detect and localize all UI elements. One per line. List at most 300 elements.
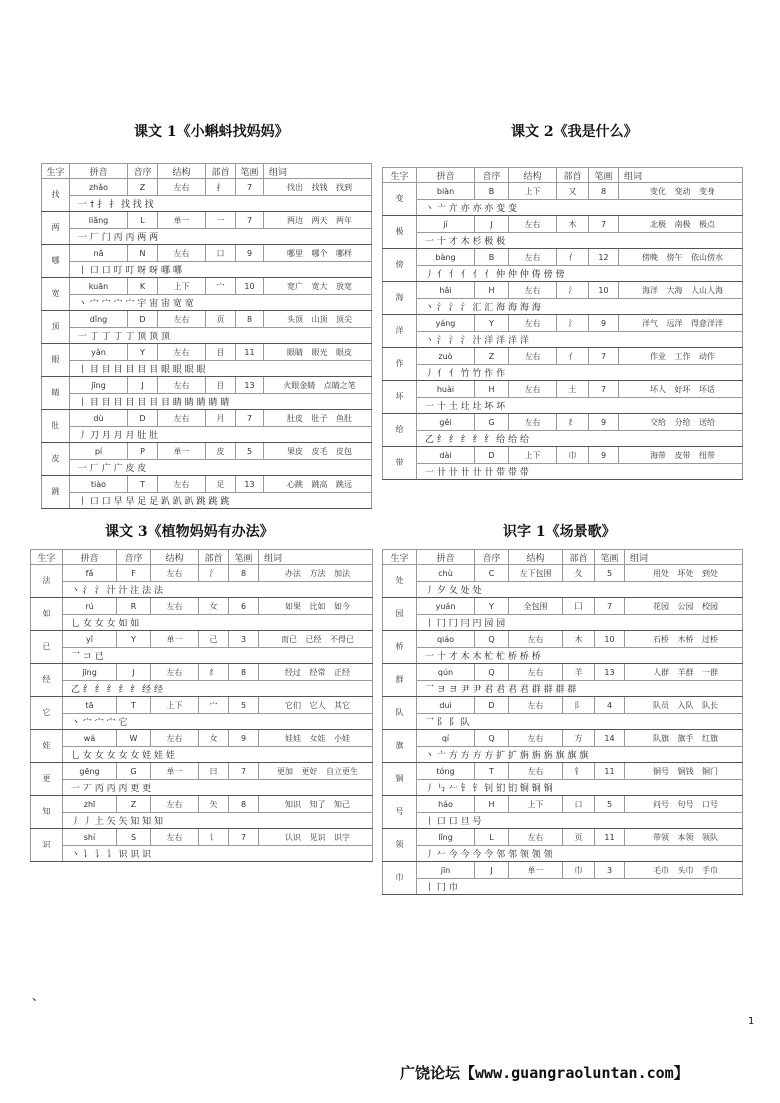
stroke-order-row — [383, 431, 743, 447]
stroke-order-cell: 丿 𠂉 今 今 今 令 邻 邻 领 领 领 — [417, 846, 743, 862]
pinyin-cell: yǎn — [70, 344, 128, 361]
character-cell: 皮 — [42, 443, 70, 476]
pinyin-cell: biàn — [417, 183, 475, 200]
structure-cell: 左右 — [509, 348, 557, 365]
words-cell: 队员 入队 队长 — [625, 697, 743, 714]
structure-cell: 上下 — [509, 183, 557, 200]
radical-cell: 亻 — [557, 348, 589, 365]
words-cell: 海洋 大海 人山人海 — [619, 282, 743, 299]
pinyin-cell: fǎ — [63, 565, 117, 582]
stroke-order-cell: 一 † 扌 扌 找 找 找 — [70, 196, 372, 212]
section-title-4: 识字 1《场景歌》 — [503, 524, 616, 540]
words-cell: 宽广 宽大 放宽 — [264, 278, 372, 295]
words-cell: 两边 两天 两年 — [264, 212, 372, 229]
stroke-count-cell: 8 — [589, 183, 619, 200]
structure-cell: 左右 — [509, 381, 557, 398]
stroke-count-cell: 13 — [595, 664, 625, 681]
stroke-order-row — [31, 648, 373, 664]
character-cell: 经 — [31, 664, 63, 697]
order-cell: T — [128, 476, 158, 493]
radical-cell: 纟 — [557, 414, 589, 431]
structure-cell: 单一 — [151, 763, 199, 780]
stroke-order-cell: 丶 亠 亣 亦 亦 亦 变 变 — [417, 200, 743, 216]
structure-cell: 上下 — [158, 278, 206, 295]
words-cell: 头顶 山顶 顶尖 — [264, 311, 372, 328]
pinyin-cell: dǐng — [70, 311, 128, 328]
header-char: 生字 — [383, 168, 417, 183]
section-title-1: 课文 1《小蝌蚪找妈妈》 — [134, 124, 289, 140]
structure-cell: 左右 — [151, 730, 199, 747]
table-header-row — [31, 550, 373, 565]
stroke-count-cell: 9 — [236, 245, 264, 262]
character-cell: 顶 — [42, 311, 70, 344]
order-cell: H — [475, 796, 509, 813]
table-row — [383, 829, 743, 846]
table-row — [42, 179, 372, 196]
stroke-order-cell: 丿 ㇉ 𠂉 钅 钅 钊 钔 钔 铜 铜 铜 — [417, 780, 743, 796]
radical-cell: 口 — [563, 796, 595, 813]
stroke-order-cell: 乙 纟 纟 纟 纟 纟 给 给 给 — [417, 431, 743, 447]
pinyin-cell: pí — [70, 443, 128, 460]
stroke-count-cell: 5 — [595, 796, 625, 813]
stray-mark: 、 — [32, 989, 45, 1003]
radical-cell: 囗 — [563, 598, 595, 615]
character-cell: 铜 — [383, 763, 417, 796]
radical-cell: 己 — [199, 631, 229, 648]
stroke-order-cell: 乛 阝 阝 队 — [417, 714, 743, 730]
stroke-order-row — [42, 229, 372, 245]
header-radical: 部首 — [557, 168, 589, 183]
pinyin-cell: tiào — [70, 476, 128, 493]
structure-cell: 左右 — [158, 377, 206, 394]
character-cell: 巾 — [383, 862, 417, 895]
words-cell: 变化 变动 变身 — [619, 183, 743, 200]
section-title-3: 课文 3《植物妈妈有办法》 — [105, 524, 274, 540]
order-cell: J — [475, 862, 509, 879]
table-row — [42, 245, 372, 262]
header-words: 组词 — [625, 550, 743, 565]
words-cell: 果皮 皮毛 皮包 — [264, 443, 372, 460]
order-cell: Y — [475, 598, 509, 615]
structure-cell: 左右 — [158, 410, 206, 427]
words-cell: 办法 方法 加法 — [259, 565, 373, 582]
stroke-order-row — [31, 582, 373, 598]
character-cell: 带 — [383, 447, 417, 480]
structure-cell: 上下 — [151, 697, 199, 714]
words-cell: 更加 更好 自立更生 — [259, 763, 373, 780]
header-strokes: 笔画 — [236, 164, 264, 179]
pinyin-cell: qún — [417, 664, 475, 681]
header-radical: 部首 — [199, 550, 229, 565]
radical-cell: 扌 — [206, 179, 236, 196]
table-row — [383, 381, 743, 398]
pinyin-cell: chù — [417, 565, 475, 582]
radical-cell: 页 — [563, 829, 595, 846]
stroke-count-cell: 12 — [589, 249, 619, 266]
stroke-order-row — [42, 493, 372, 509]
words-cell: 经过 经常 正经 — [259, 664, 373, 681]
structure-cell: 左右 — [509, 216, 557, 233]
header-order: 音序 — [128, 164, 158, 179]
stroke-order-cell: 丨 冂 巾 — [417, 879, 743, 895]
stroke-count-cell: 7 — [589, 381, 619, 398]
stroke-order-row — [42, 262, 372, 278]
order-cell: Q — [475, 730, 509, 747]
table-row — [31, 796, 373, 813]
order-cell: N — [128, 245, 158, 262]
pinyin-cell: hǎi — [417, 282, 475, 299]
table-row — [383, 315, 743, 332]
structure-cell: 左右 — [151, 796, 199, 813]
header-structure: 结构 — [509, 168, 557, 183]
stroke-count-cell: 4 — [595, 697, 625, 714]
table-header-row — [383, 550, 743, 565]
structure-cell: 左右 — [509, 282, 557, 299]
radical-cell: 阝 — [563, 697, 595, 714]
stroke-order-row — [383, 365, 743, 381]
table-row — [383, 730, 743, 747]
vocab-table-lesson-1 — [41, 163, 372, 509]
structure-cell: 左右 — [509, 414, 557, 431]
order-cell: F — [117, 565, 151, 582]
stroke-count-cell: 10 — [595, 631, 625, 648]
stroke-count-cell: 10 — [589, 282, 619, 299]
pinyin-cell: huài — [417, 381, 475, 398]
order-cell: Q — [475, 664, 509, 681]
stroke-order-row — [42, 460, 372, 476]
words-cell: 它们 它人 其它 — [259, 697, 373, 714]
stroke-order-row — [383, 780, 743, 796]
stroke-order-row — [42, 394, 372, 410]
stroke-count-cell: 8 — [229, 796, 259, 813]
pinyin-cell: jí — [417, 216, 475, 233]
pinyin-cell: tóng — [417, 763, 475, 780]
table-row — [383, 348, 743, 365]
stroke-order-cell: 一 十 土 圵 圵 坏 坏 — [417, 398, 743, 414]
pinyin-cell: háo — [417, 796, 475, 813]
table-row — [42, 377, 372, 394]
pinyin-cell: gēng — [63, 763, 117, 780]
order-cell: Y — [128, 344, 158, 361]
order-cell: J — [128, 377, 158, 394]
table-row — [383, 862, 743, 879]
header-radical: 部首 — [563, 550, 595, 565]
words-cell: 如果 比如 如今 — [259, 598, 373, 615]
structure-cell: 单一 — [158, 212, 206, 229]
radical-cell: 氵 — [557, 315, 589, 332]
pinyin-cell: gěi — [417, 414, 475, 431]
table-row — [31, 730, 373, 747]
stroke-count-cell: 3 — [595, 862, 625, 879]
structure-cell: 左右 — [151, 664, 199, 681]
character-cell: 海 — [383, 282, 417, 315]
stroke-order-cell: 丿 亻 亻 亻 亻 亻 仲 仲 仲 俦 傍 傍 — [417, 266, 743, 282]
structure-cell: 左右 — [509, 249, 557, 266]
stroke-order-row — [383, 813, 743, 829]
radical-cell: 氵 — [557, 282, 589, 299]
pinyin-cell: dài — [417, 447, 475, 464]
pinyin-cell: yáng — [417, 315, 475, 332]
vocab-table-lesson-2 — [382, 167, 743, 480]
stroke-order-row — [383, 714, 743, 730]
header-strokes: 笔画 — [589, 168, 619, 183]
header-strokes: 笔画 — [229, 550, 259, 565]
radical-cell: 纟 — [199, 664, 229, 681]
words-cell: 肚皮 肚子 鱼肚 — [264, 410, 372, 427]
header-structure: 结构 — [509, 550, 563, 565]
stroke-order-row — [383, 879, 743, 895]
stroke-count-cell: 13 — [236, 377, 264, 394]
order-cell: L — [128, 212, 158, 229]
table-row — [42, 476, 372, 493]
stroke-order-cell: 丿 丿 上 矢 矢 知 知 知 — [63, 813, 373, 829]
order-cell: T — [475, 763, 509, 780]
character-cell: 娃 — [31, 730, 63, 763]
character-cell: 桥 — [383, 631, 417, 664]
character-cell: 作 — [383, 348, 417, 381]
stroke-order-cell: 丿 亻 亻 竹 竹 作 作 — [417, 365, 743, 381]
structure-cell: 左右 — [158, 311, 206, 328]
structure-cell: 左右 — [509, 664, 563, 681]
pinyin-cell: dù — [70, 410, 128, 427]
structure-cell: 左右 — [509, 631, 563, 648]
stroke-order-cell: 丨 口 口 早 早 足 足 趴 趴 趴 跳 跳 跳 — [70, 493, 372, 509]
radical-cell: 巾 — [557, 447, 589, 464]
stroke-order-cell: 一 卄 卄 卄 卄 卄 带 带 带 — [417, 464, 743, 480]
table-row — [31, 631, 373, 648]
order-cell: D — [475, 697, 509, 714]
table-row — [31, 664, 373, 681]
structure-cell: 左右 — [509, 315, 557, 332]
stroke-order-row — [383, 398, 743, 414]
order-cell: D — [128, 410, 158, 427]
stroke-count-cell: 7 — [589, 348, 619, 365]
structure-cell: 全包围 — [509, 598, 563, 615]
header-pinyin: 拼音 — [417, 550, 475, 565]
table-row — [42, 212, 372, 229]
stroke-order-row — [31, 846, 373, 862]
stroke-order-row — [383, 648, 743, 664]
pinyin-cell: zhǎo — [70, 179, 128, 196]
structure-cell: 左右 — [509, 763, 563, 780]
character-cell: 队 — [383, 697, 417, 730]
stroke-order-row — [383, 615, 743, 631]
order-cell: G — [475, 414, 509, 431]
table-row — [383, 216, 743, 233]
stroke-order-cell: 一 十 才 木 木 杧 杧 桥 桥 桥 — [417, 648, 743, 664]
stroke-order-cell: 一 厂 门 丙 丙 两 两 — [70, 229, 372, 245]
pinyin-cell: jīng — [70, 377, 128, 394]
words-cell: 毛巾 头巾 手巾 — [625, 862, 743, 879]
header-order: 音序 — [117, 550, 151, 565]
table-row — [42, 443, 372, 460]
stroke-count-cell: 8 — [229, 565, 259, 582]
order-cell: Z — [475, 348, 509, 365]
pinyin-cell: liǎng — [70, 212, 128, 229]
stroke-order-cell: 乛 コ 已 — [63, 648, 373, 664]
radical-cell: 木 — [563, 631, 595, 648]
stroke-order-row — [383, 846, 743, 862]
character-cell: 园 — [383, 598, 417, 631]
header-pinyin: 拼音 — [63, 550, 117, 565]
words-cell: 找出 找钱 找到 — [264, 179, 372, 196]
character-cell: 法 — [31, 565, 63, 598]
stroke-count-cell: 5 — [229, 697, 259, 714]
words-cell: 队旗 旗手 红旗 — [625, 730, 743, 747]
radical-cell: 页 — [206, 311, 236, 328]
stroke-count-cell: 7 — [229, 829, 259, 846]
pinyin-cell: qiáo — [417, 631, 475, 648]
stroke-order-row — [383, 233, 743, 249]
structure-cell: 左右 — [151, 565, 199, 582]
pinyin-cell: kuān — [70, 278, 128, 295]
table-row — [383, 598, 743, 615]
footer-url: 【www.guangraoluntan.com】 — [460, 1064, 689, 1082]
table-row — [383, 796, 743, 813]
table-row — [31, 697, 373, 714]
stroke-order-row — [383, 681, 743, 697]
stroke-count-cell: 14 — [595, 730, 625, 747]
words-cell: 坏人 好坏 坏话 — [619, 381, 743, 398]
table-row — [383, 697, 743, 714]
structure-cell: 单一 — [509, 862, 563, 879]
order-cell: Y — [117, 631, 151, 648]
character-cell: 极 — [383, 216, 417, 249]
header-char: 生字 — [42, 164, 70, 179]
words-cell: 傍晚 傍午 依山傍水 — [619, 249, 743, 266]
order-cell: D — [475, 447, 509, 464]
character-cell: 处 — [383, 565, 417, 598]
table-row — [31, 565, 373, 582]
stroke-order-cell: 丨 目 目 目 目 目 目 目 睛 睛 睛 睛 睛 — [70, 394, 372, 410]
character-cell: 变 — [383, 183, 417, 216]
stroke-count-cell: 9 — [589, 315, 619, 332]
table-row — [383, 183, 743, 200]
stroke-order-cell: 丶 氵 氵 氵 汇 汇 海 海 海 海 — [417, 299, 743, 315]
header-order: 音序 — [475, 168, 509, 183]
words-cell: 哪里 哪个 哪样 — [264, 245, 372, 262]
radical-cell: 曰 — [199, 763, 229, 780]
order-cell: H — [475, 381, 509, 398]
stroke-count-cell: 7 — [229, 763, 259, 780]
radical-cell: 方 — [563, 730, 595, 747]
stroke-count-cell: 7 — [595, 598, 625, 615]
table-row — [31, 829, 373, 846]
structure-cell: 左右 — [151, 829, 199, 846]
order-cell: D — [128, 311, 158, 328]
stroke-order-cell: 乙 纟 纟 纟 纟 纟 经 经 — [63, 681, 373, 697]
header-words: 组词 — [259, 550, 373, 565]
stroke-order-cell: 丿 刀 月 月 月 肚 肚 — [70, 427, 372, 443]
header-words: 组词 — [264, 164, 372, 179]
stroke-order-cell: 丶 氵 氵 氵 汁 洋 洋 洋 洋 — [417, 332, 743, 348]
header-char: 生字 — [383, 550, 417, 565]
radical-cell: 巾 — [563, 862, 595, 879]
stroke-order-row — [31, 780, 373, 796]
radical-cell: 矢 — [199, 796, 229, 813]
table-row — [383, 414, 743, 431]
header-pinyin: 拼音 — [70, 164, 128, 179]
stroke-order-row — [31, 681, 373, 697]
structure-cell: 左右 — [158, 476, 206, 493]
structure-cell: 左右 — [158, 179, 206, 196]
radical-cell: 木 — [557, 216, 589, 233]
radical-cell: 亻 — [557, 249, 589, 266]
order-cell: J — [117, 664, 151, 681]
table-row — [42, 278, 372, 295]
radical-cell: 土 — [557, 381, 589, 398]
stroke-count-cell: 13 — [236, 476, 264, 493]
header-structure: 结构 — [151, 550, 199, 565]
table-row — [383, 565, 743, 582]
character-cell: 洋 — [383, 315, 417, 348]
stroke-count-cell: 8 — [229, 664, 259, 681]
order-cell: B — [475, 249, 509, 266]
stroke-order-row — [31, 714, 373, 730]
stroke-order-row — [42, 361, 372, 377]
structure-cell: 上下 — [509, 447, 557, 464]
footer-brand: 广饶论坛 — [400, 1064, 461, 1082]
order-cell: R — [117, 598, 151, 615]
radical-cell: 女 — [199, 598, 229, 615]
words-cell: 石桥 木桥 过桥 — [625, 631, 743, 648]
stroke-count-cell: 7 — [236, 212, 264, 229]
stroke-order-cell: 一 丆 丙 丙 丙 更 更 — [63, 780, 373, 796]
page-number: 1 — [748, 1016, 755, 1027]
stroke-order-row — [31, 747, 373, 763]
radical-cell: 目 — [206, 344, 236, 361]
stroke-order-cell: 丶 亠 方 方 方 方 扩 扩 旃 旃 旃 旗 旗 旗 — [417, 747, 743, 763]
stroke-order-cell: 丨 目 目 目 目 目 目 眼 眼 眼 眼 — [70, 361, 372, 377]
radical-cell: 一 — [206, 212, 236, 229]
table-row — [383, 249, 743, 266]
stroke-order-cell: 丶 宀 宀 宀 它 — [63, 714, 373, 730]
character-cell: 群 — [383, 664, 417, 697]
table-row — [383, 282, 743, 299]
words-cell: 作业 工作 动作 — [619, 348, 743, 365]
radical-cell: 口 — [206, 245, 236, 262]
stroke-count-cell: 11 — [595, 829, 625, 846]
order-cell: Z — [128, 179, 158, 196]
order-cell: L — [475, 829, 509, 846]
pinyin-cell: tā — [63, 697, 117, 714]
words-cell: 铜号 铜钱 铜门 — [625, 763, 743, 780]
order-cell: J — [475, 216, 509, 233]
pinyin-cell: jīn — [417, 862, 475, 879]
table-row — [42, 344, 372, 361]
character-cell: 找 — [42, 179, 70, 212]
header-words: 组词 — [619, 168, 743, 183]
stroke-count-cell: 9 — [589, 447, 619, 464]
stroke-order-row — [383, 266, 743, 282]
character-cell: 哪 — [42, 245, 70, 278]
stroke-order-cell: 丶 讠 讠 讠 识 识 识 — [63, 846, 373, 862]
structure-cell: 左右 — [151, 598, 199, 615]
structure-cell: 左右 — [158, 245, 206, 262]
stroke-order-row — [383, 582, 743, 598]
radical-cell: 女 — [199, 730, 229, 747]
table-header-row — [383, 168, 743, 183]
stroke-count-cell: 9 — [229, 730, 259, 747]
stroke-order-cell: 乛 ヨ ヨ 尹 尹 君 君 君 君 群 群 群 群 — [417, 681, 743, 697]
order-cell: Y — [475, 315, 509, 332]
words-cell: 娃娃 女娃 小娃 — [259, 730, 373, 747]
words-cell: 心跳 跳高 跳远 — [264, 476, 372, 493]
stroke-order-cell: 一 十 才 木 杉 极 极 — [417, 233, 743, 249]
words-cell: 人群 羊群 一群 — [625, 664, 743, 681]
header-structure: 结构 — [158, 164, 206, 179]
words-cell: 洋气 远洋 得意洋洋 — [619, 315, 743, 332]
